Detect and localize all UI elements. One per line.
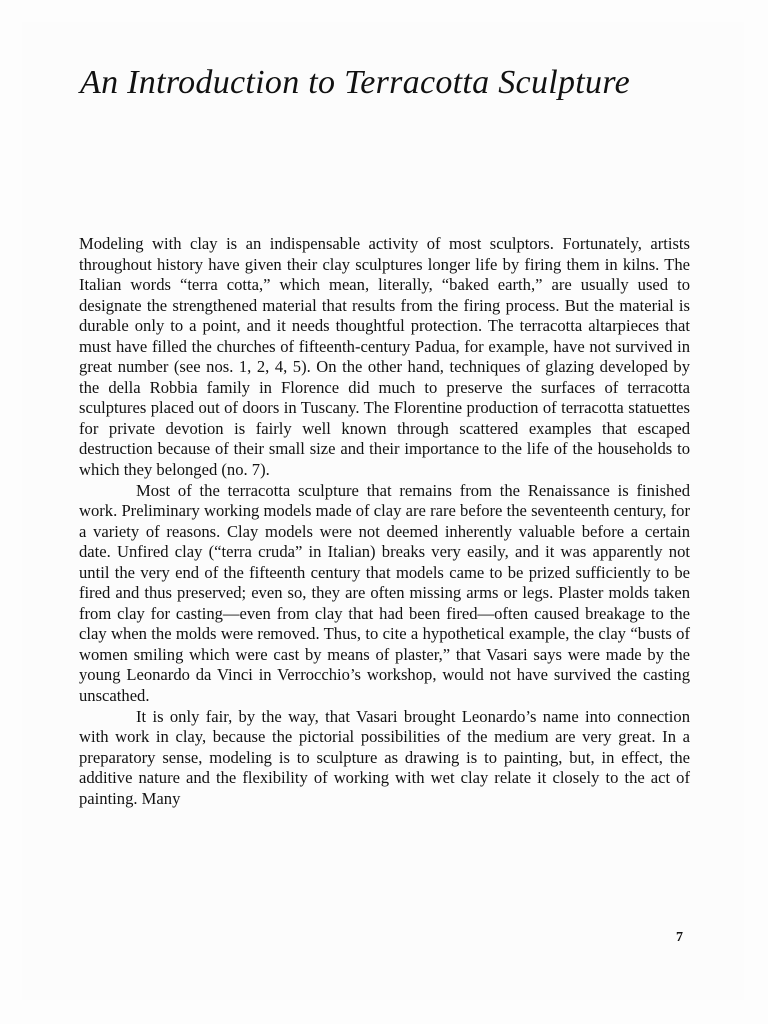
- body-text: [79, 234, 690, 809]
- paragraph-2: Most of the terracotta sculpture that remains from the Renaissance is finished work. Preliminary working models made of clay are rare before the seventeenth century, for a variety of reasons. Clay models were not deemed inherently valuable before a certain date. Unfired clay (“terra cruda” in Italian) breaks very easily, and it was apparently not until the very end of the fifteenth century that models came to be prized sufficiently to be fired and thus preserved; even so, they are often missing arms or legs. Plaster molds taken from clay for casting—even from clay that had been fired—often caused breakage to the clay when the molds were removed. Thus, to cite a hypothetical example, the clay “busts of women smiling which were cast by means of plaster,” that Vasari says were made by the young Leonardo da Vinci in Verrocchio’s workshop, would not have survived the casting unscathed.: [79, 480, 690, 706]
- page-number: 7: [676, 930, 683, 945]
- paragraph-3: It is only fair, by the way, that Vasari brought Leonardo’s name into connection with work in clay, because the pictorial possibilities of the medium are very great. In a preparatory sense, modeling is to sculpture as drawing is to painting, but, in effect, the additive nature and the flexibility of working with wet clay relate it closely to the act of painting. Many: [79, 706, 690, 808]
- page-title: An Introduction to Terracotta Sculpture: [80, 64, 631, 101]
- paragraph-1: Modeling with clay is an indispensable activity of most sculptors. Fortunately, artists throughout history have given their clay sculptures longer life by firing them in kilns. The Italian words “terra cotta,” which mean, literally, “baked earth,” are usually used to designate the strengthened material that results from the firing process. But the material is durable only to a point, and it needs thoughtful protection. The terracotta altarpieces that must have filled the churches of fifteenth-century Padua, for example, have not survived in great number (see nos. 1, 2, 4, 5). On the other hand, techniques of glazing developed by the della Robbia family in Florence did much to preserve the surfaces of terracotta sculptures placed out of doors in Tuscany. The Florentine production of terracotta statuettes for private devotion is fairly well known through scattered examples that escaped destruction because of their small size and their importance to the life of the households to which they belonged (no. 7).: [79, 234, 690, 480]
